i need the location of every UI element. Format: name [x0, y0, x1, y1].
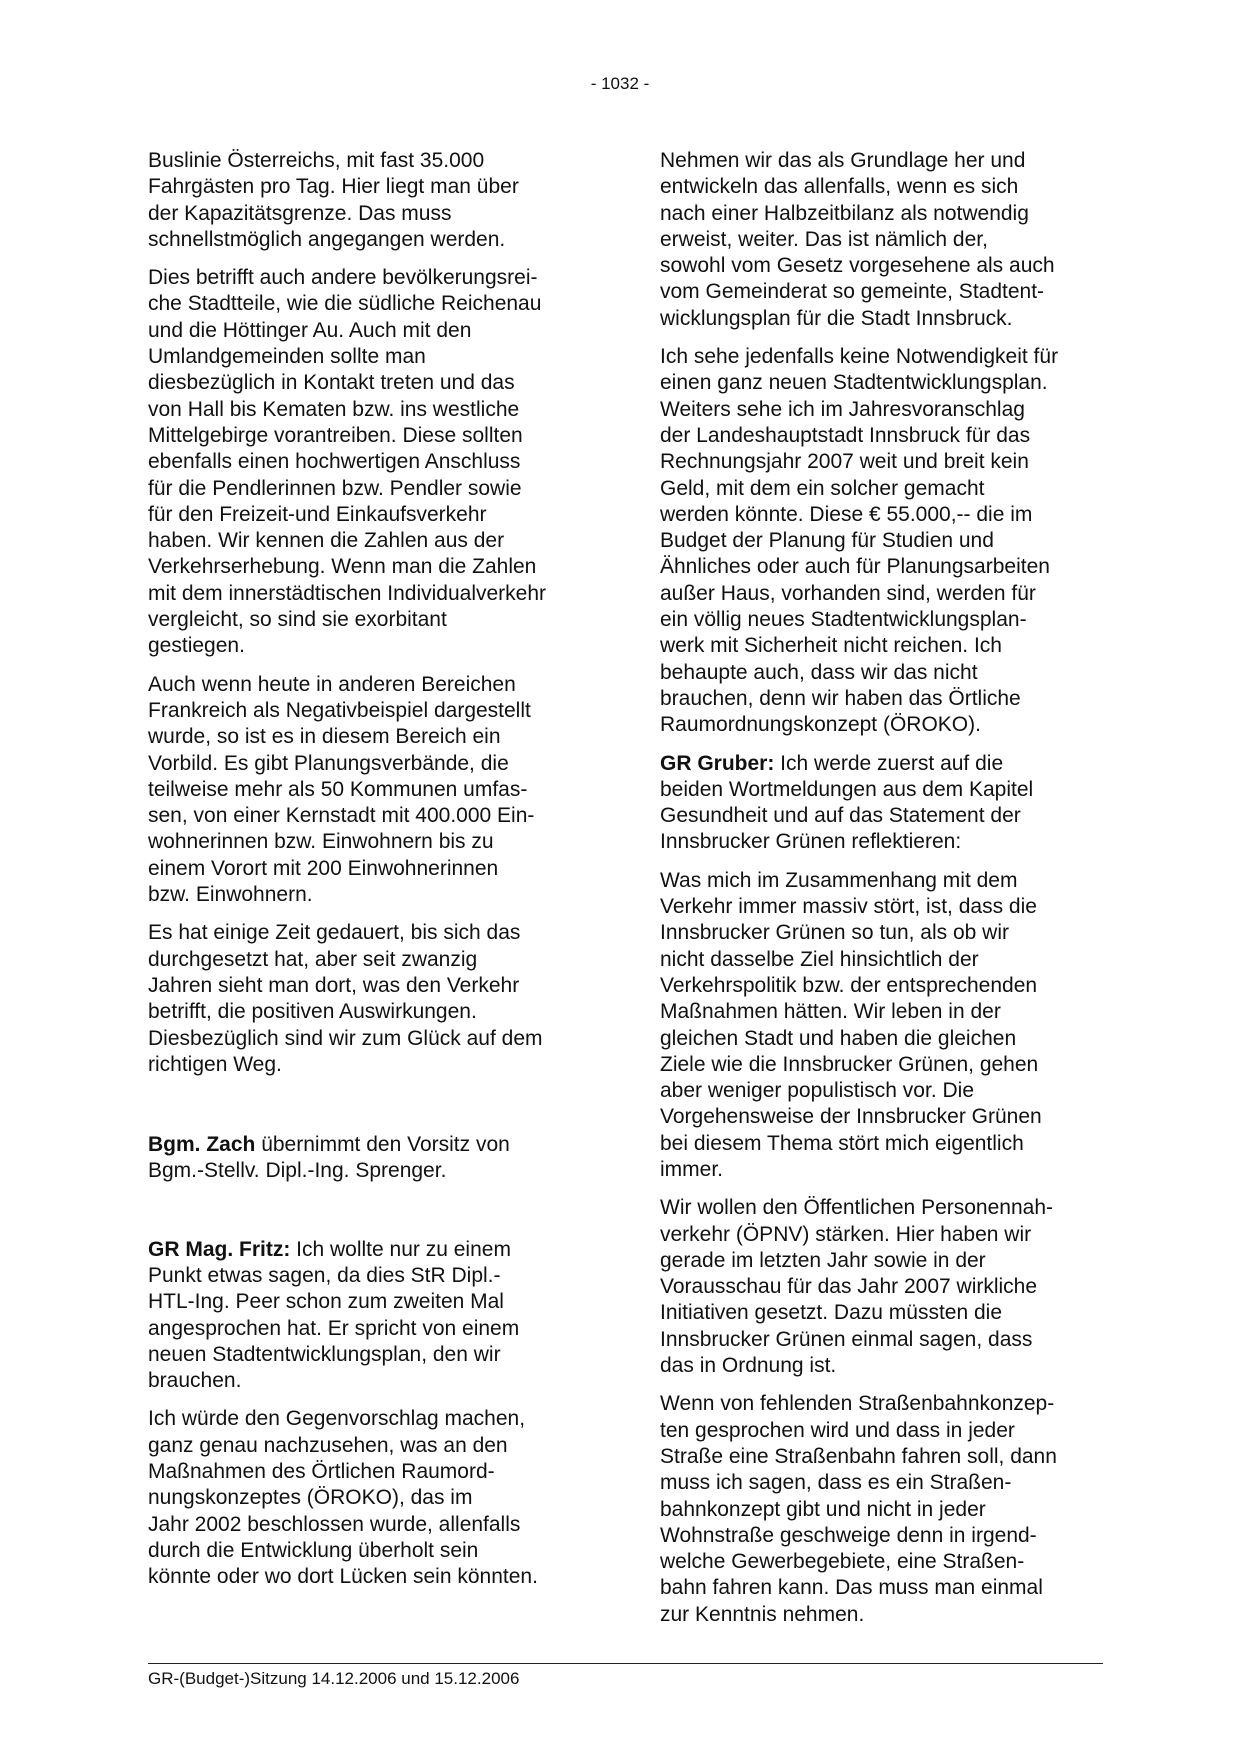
- chair-change-note: [148, 1132, 588, 1185]
- paragraph: Wenn von fehlenden Straßenbahnkonzep- ten gesprochen wird und dass in jeder Straße eine Straßenbahn fahren soll, dann muss ich sagen, dass es ein Straßen- bahnkonzept gibt und nicht in jeder Wohnstraße geschweige denn in irgend- welche Gewerbegebiete, eine Straßen- bahn fahren kann. Das muss man einmal zur Kenntnis nehmen.: [660, 1392, 1057, 1626]
- paragraph: Auch wenn heute in anderen Bereichen Frankreich als Negativbeispiel dargestellt wurde, so ist es in diesem Bereich ein Vorbild. Es gibt Planungsverbände, die teilweise mehr als 50 Kommunen umfas- sen, von einer Kernstadt mit 400.000 Ein- wohnerinnen bzw. Einwohnern bis zu einem Vorort mit 200 Einwohnerinnen bzw. Einwohnern.: [148, 672, 535, 907]
- footer-divider: [148, 1663, 1103, 1664]
- speaker-name: Bgm. Zach: [148, 1133, 256, 1157]
- paragraph: Dies betrifft auch andere bevölkerungsrei- che Stadtteile, wie die südliche Reichenau und die Höttinger Au. Auch mit den Umlandgemeinden sollte man diesbezüglich in Kontakt treten und das von Hall bis Kematen bzw. ins westliche Mittelgebirge vorantreiben. Diese sollten ebenfalls einen hochwertigen Anschluss für die Pendlerinnen bzw. Pendler sowie für den Freizeit-und Einkaufsverkehr haben. Wir kennen die Zahlen aus der Verkehrserhebung. Wenn man die Zahlen mit dem innerstädtischen Individualverkehr vergleicht, so sind sie exorbitant gestiegen.: [148, 266, 547, 658]
- paragraph: Buslinie Österreichs, mit fast 35.000 Fahrgästen pro Tag. Hier liegt man über der Kapazitätsgrenze. Das muss schnellstmöglich angegangen werden.: [148, 149, 519, 251]
- paragraph: Was mich im Zusammenhang mit dem Verkehr immer massiv stört, ist, dass die Innsbrucker Grünen so tun, als ob wir nicht dasselbe Ziel hinsichtlich der Verkehrspolitik bzw. der entsprechenden Maßnahmen hätten. Wir leben in der gleichen Stadt und haben die gleichen Ziele wie die Innsbrucker Grünen, gehen aber weniger populistisch vor. Die Vorgehensweise der Innsbrucker Grünen bei diesem Thema stört mich eigentlich immer.: [660, 868, 1042, 1181]
- paragraph: Ich sehe jedenfalls keine Notwendigkeit für einen ganz neuen Stadtentwicklungsplan. Weiters sehe ich im Jahresvoranschlag der Landeshauptstadt Innsbruck für das Rechnungsjahr 2007 weit und breit kein Geld, mit dem ein solcher gemacht werden könnte. Diese € 55.000,-- die im Budget der Planung für Studien und Ähnliches oder auch für Planungsarbeiten außer Haus, vorhanden sind, werden für ein völlig neues Stadtentwicklungsplan- werk mit Sicherheit nicht reichen. Ich behaupte auch, dass wir das nicht brauchen, denn wir haben das Örtliche Raumordnungskonzept (ÖROKO).: [660, 345, 1059, 737]
- footer-session-info: GR-(Budget-)Sitzung 14.12.2006 und 15.12.2006: [148, 1669, 520, 1688]
- speech-text: Ich werde zuerst auf die beiden Wortmeldungen aus dem Kapitel Gesundheit und auf das Statement der Innsbrucker Grünen reflektieren:: [660, 751, 1034, 854]
- paragraph: Es hat einige Zeit gedauert, bis sich das durchgesetzt hat, aber seit zwanzig Jahren sieht man dort, was den Verkehr betrifft, die positiven Auswirkungen. Diesbezüglich sind wir zum Glück auf dem richtigen Weg.: [148, 921, 543, 1076]
- right-column: [660, 148, 1100, 1640]
- speech-text: übernimmt den Vorsitz von Bgm.-Stellv. Dipl.-Ing. Sprenger.: [148, 1133, 510, 1183]
- left-column: [148, 148, 588, 1603]
- page-number: - 1032 -: [590, 74, 650, 93]
- speaker-name: GR Gruber:: [660, 751, 775, 775]
- paragraph: Wir wollen den Öffentlichen Personennah- verkehr (ÖPNV) stärken. Hier haben wir gerade im letzten Jahr sowie in der Vorausschau für das Jahr 2007 wirkliche Initiativen gesetzt. Dazu müssten die Innsbrucker Grünen einmal sagen, dass das in Ordnung ist.: [660, 1196, 1054, 1378]
- speech-paragraph: [148, 1237, 588, 1395]
- speech-text: Ich wollte nur zu einem Punkt etwas sagen, da dies StR Dipl.- HTL-Ing. Peer schon zum zweiten Mal angesprochen hat. Er spricht von einem neuen Stadtentwicklungsplan, den wir brauchen.: [148, 1237, 520, 1393]
- paragraph: Nehmen wir das als Grundlage her und entwickeln das allenfalls, wenn es sich nach einer Halbzeitbilanz als notwendig erweist, weiter. Das ist nämlich der, sowohl vom Gesetz vorgesehene als auch vom Gemeinderat so gemeinte, Stadtent- wicklungsplan für die Stadt Innsbruck.: [660, 149, 1055, 330]
- paragraph: Ich würde den Gegenvorschlag machen, ganz genau nachzusehen, was an den Maßnahmen des Örtlichen Raumord- nungskonzeptes (ÖROKO), das im Jahr 2002 beschlossen wurde, allenfalls durch die Entwicklung überholt sein könnte oder wo dort Lücken sein könnten.: [148, 1407, 538, 1589]
- speech-paragraph: [660, 751, 1100, 856]
- speaker-name: GR Mag. Fritz:: [148, 1237, 291, 1261]
